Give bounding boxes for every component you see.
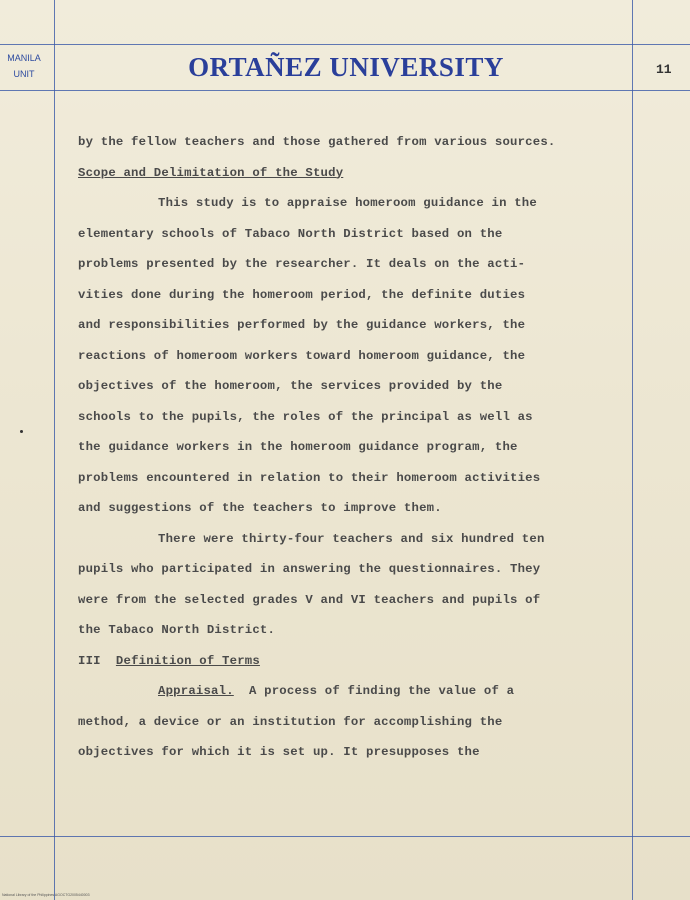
text-line: problems encountered in relation to their homeroom activities bbox=[78, 470, 541, 485]
text-line: the guidance workers in the homeroom guidance program, the bbox=[78, 440, 518, 454]
archive-credit: National Library of the Philippines AGOCTG2005440003 bbox=[2, 893, 90, 897]
header-rule-bottom bbox=[0, 90, 690, 91]
margin-rule-left bbox=[54, 0, 55, 900]
text-line: reactions of homeroom workers toward homeroom guidance, the bbox=[78, 348, 526, 363]
text-line: by the fellow teachers and those gathered from various sources. bbox=[78, 135, 556, 149]
text-line: vities done during the homeroom period, the definite duties bbox=[78, 287, 526, 302]
margin-rule-right bbox=[632, 0, 633, 900]
unit-line-1: MANILA bbox=[7, 53, 41, 63]
unit-label bbox=[4, 50, 44, 82]
text-line: method, a device or an institution for accomplishing the bbox=[78, 714, 503, 729]
text-line: objectives for which it is set up. It presupposes the bbox=[78, 745, 480, 759]
text-line: the Tabaco North District. bbox=[78, 623, 276, 637]
text-line: objectives of the homeroom, the services provided by the bbox=[78, 379, 503, 393]
text-line: This study is to appraise homeroom guidance in the bbox=[158, 196, 537, 210]
text-line: Appraisal. A process of finding the value of a bbox=[158, 684, 515, 698]
page-number: 11 bbox=[656, 62, 672, 77]
header-rule-top bbox=[0, 44, 690, 45]
section-heading-definitions bbox=[78, 646, 630, 677]
footer-rule bbox=[0, 836, 690, 837]
typed-body bbox=[78, 127, 630, 768]
unit-line-2: UNIT bbox=[13, 69, 35, 79]
text-line: were from the selected grades V and VI teachers and pupils of bbox=[78, 592, 541, 607]
ink-speck bbox=[20, 430, 23, 433]
text-line: problems presented by the researcher. It deals on the acti- bbox=[78, 257, 526, 271]
text-line: pupils who participated in answering the questionnaires. They bbox=[78, 562, 541, 576]
text-line: and responsibilities performed by the guidance workers, the bbox=[78, 318, 526, 332]
text-line: There were thirty-four teachers and six hundred ten bbox=[158, 531, 545, 546]
text-line: and suggestions of the teachers to improve them. bbox=[78, 501, 442, 515]
defined-term: Appraisal. bbox=[158, 684, 234, 698]
text-line: elementary schools of Tabaco North District based on the bbox=[78, 226, 503, 241]
text-line: schools to the pupils, the roles of the principal as well as bbox=[78, 409, 533, 424]
university-title: ORTAÑEZ UNIVERSITY bbox=[188, 52, 504, 82]
section-title: Definition of Terms bbox=[115, 653, 260, 668]
section-number: III bbox=[78, 653, 101, 668]
section-heading-scope: Scope and Delimitation of the Study bbox=[78, 165, 344, 180]
